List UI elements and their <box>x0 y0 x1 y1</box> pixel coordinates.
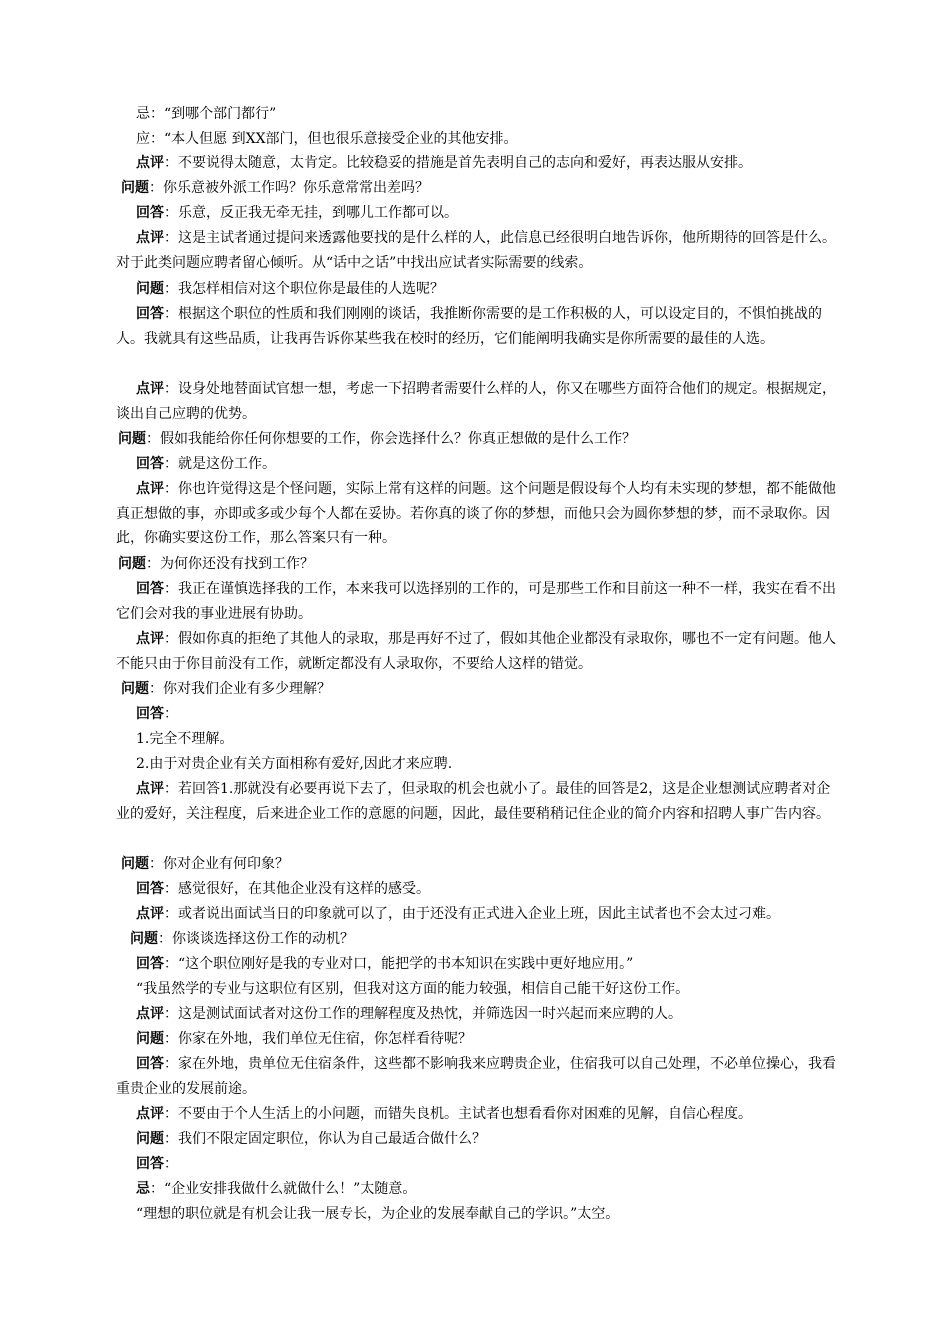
paragraph-label: 问题 <box>136 1031 164 1047</box>
paragraph <box>116 977 836 1002</box>
paragraph-text: ：“到哪个部门都行” <box>150 106 277 122</box>
paragraph-label: 回答 <box>136 881 164 897</box>
paragraph-text: ：假如你真的拒绝了其他人的录取，那是再好不过了，假如其他企业都没有录取你，哪也不一定有问题。他人不能只由于你目前没有工作，就断定都没有人录取你，不要给人这样的错觉。 <box>116 631 836 672</box>
paragraph-label: 问题 <box>118 556 146 572</box>
paragraph <box>116 577 836 626</box>
paragraph-label: 忌 <box>136 1181 150 1197</box>
paragraph-text: ：为何你还没有找到工作？ <box>146 556 314 572</box>
paragraph-text: 1.完全不理解。 <box>136 731 234 747</box>
paragraph-text: ：“这个职位刚好是我的专业对口，能把学的书本知识在实践中更好地应用。” <box>164 956 634 972</box>
paragraph-text: ：乐意，反正我无牵无挂，到哪儿工作都可以。 <box>164 205 458 221</box>
paragraph-label: 回答 <box>136 956 164 972</box>
paragraph-text: ：不要说得太随意，太肯定。比较稳妥的措施是首先表明自己的志向和爱好，再表达服从安排。 <box>164 155 752 171</box>
paragraph <box>116 226 836 275</box>
paragraph <box>116 1027 836 1052</box>
paragraph-label: 点评 <box>136 230 164 246</box>
paragraph-label: 点评 <box>136 155 164 171</box>
paragraph-text: ：你乐意被外派工作吗？你乐意常常出差吗？ <box>149 180 429 196</box>
paragraph-text: ：假如我能给你任何你想要的工作，你会选择什么？你真正想做的是什么工作？ <box>146 431 636 447</box>
paragraph-text: ：若回答1.那就没有必要再说下去了，但录取的机会也就小了。最佳的回答是2，这是企业想测试应聘者对企业的爱好，关注程度，后来进企业工作的意愿的问题，因此，最佳要稍稍记住企业的简介内容和招聘人事广告内容。 <box>116 781 831 822</box>
paragraph <box>116 902 836 927</box>
paragraph-label: 问题 <box>130 931 158 947</box>
paragraph-label: 应 <box>136 131 150 147</box>
paragraph-label: 点评 <box>136 631 164 647</box>
paragraph <box>116 1002 836 1027</box>
paragraph-text: “理想的职位就是有机会让我一展专长，为企业的发展奉献自己的学识。”太空。 <box>136 1206 620 1222</box>
paragraph <box>116 377 836 426</box>
paragraph-text: ：感觉很好，在其他企业没有这样的感受。 <box>164 881 430 897</box>
paragraph-label: 问题 <box>121 180 149 196</box>
paragraph-text: ：或者说出面试当日的印象就可以了，由于还没有正式进入企业上班，因此主试者也不会太过刁难。 <box>164 906 780 922</box>
paragraph-text: ：根据这个职位的性质和我们刚刚的谈话，我推断你需要的是工作积极的人，可以设定目的，不惧怕挑战的人。我就具有这些品质，让我再告诉你某些我在校时的经历，它们能阐明我确实是你所需要的最佳的人选。 <box>116 306 822 347</box>
paragraph-label: 点评 <box>136 381 164 397</box>
paragraph <box>116 877 836 902</box>
paragraph-label: 回答 <box>136 1156 164 1172</box>
paragraph-text: ： <box>164 1156 178 1172</box>
paragraph-label: 回答 <box>136 306 164 322</box>
paragraph-label: 回答 <box>136 1056 164 1072</box>
paragraph-text: ：不要由于个人生活上的小问题，而错失良机。主试者也想看看你对困难的见解，自信心程度。 <box>164 1106 752 1122</box>
paragraph-label: 点评 <box>136 781 164 797</box>
paragraph-text: ：这是测试面试者对这份工作的理解程度及热忱，并筛选因一时兴起而来应聘的人。 <box>164 1006 682 1022</box>
paragraph-text: ：设身处地替面试官想一想，考虑一下招聘者需要什么样的人，你又在哪些方面符合他们的规定。根据规定，谈出自己应聘的优势。 <box>116 381 836 422</box>
paragraph <box>116 127 836 152</box>
paragraph <box>116 952 836 977</box>
paragraph-text: ：我正在谨慎选择我的工作，本来我可以选择别的工作的，可是那些工作和目前这一种不一样，我实在看不出它们会对我的事业进展有协助。 <box>116 581 836 622</box>
paragraph <box>116 201 836 226</box>
paragraph <box>116 302 836 351</box>
paragraph-label: 点评 <box>136 481 164 497</box>
paragraph-label: 忌 <box>136 106 150 122</box>
paragraph <box>116 927 836 952</box>
paragraph <box>116 852 836 877</box>
paragraph <box>116 777 836 826</box>
paragraph <box>116 752 836 777</box>
paragraph <box>116 1102 836 1127</box>
paragraph-text: ：这是主试者通过提问来透露他要找的是什么样的人，此信息已经很明白地告诉你，他所期待的回答是什么。对于此类问题应聘者留心倾听。从“话中之话”中找出应试者实际需要的线索。 <box>116 230 836 271</box>
paragraph-label: 问题 <box>121 856 149 872</box>
paragraph-label: 问题 <box>121 681 149 697</box>
paragraph-label: 点评 <box>136 1006 164 1022</box>
paragraph <box>116 176 836 201</box>
paragraph <box>116 1052 836 1101</box>
paragraph-text: ：我们不限定固定职位，你认为自己最适合做什么？ <box>164 1131 486 1147</box>
paragraph-label: 回答 <box>136 581 164 597</box>
paragraph-label: 点评 <box>136 1106 164 1122</box>
paragraph-label: 问题 <box>136 1131 164 1147</box>
paragraph <box>116 452 836 477</box>
paragraph-label: 点评 <box>136 906 164 922</box>
paragraph <box>116 1127 836 1152</box>
paragraph-text: 2.由于对贵企业有关方面相称有爱好,因此才来应聘. <box>136 756 453 772</box>
paragraph-label: 回答 <box>136 205 164 221</box>
paragraph-text: ：你家在外地，我们单位无住宿，你怎样看待呢？ <box>164 1031 472 1047</box>
paragraph-text: ：“企业安排我做什么就做什么！”太随意。 <box>150 1181 417 1197</box>
paragraph-label: 回答 <box>136 706 164 722</box>
paragraph-text: ：你对我们企业有多少理解？ <box>149 681 331 697</box>
paragraph <box>116 151 836 176</box>
paragraph-text: ：家在外地，贵单位无住宿条件，这些都不影响我来应聘贵企业，住宿我可以自己处理，不必单位操心，我看重贵企业的发展前途。 <box>116 1056 836 1097</box>
paragraph <box>116 277 836 302</box>
paragraph-label: 回答 <box>136 456 164 472</box>
paragraph-text: ：你也许觉得这是个怪问题，实际上常有这样的问题。这个问题是假设每个人均有未实现的梦想，都不能做他真正想做的事，亦即或多或少每个人都在妥协。若你真的谈了你的梦想，而他只会为圆你梦想的梦，而不录取你。因此，你确实要这份工作，那么答案只有一种。 <box>116 481 836 546</box>
paragraph-label: 问题 <box>118 431 146 447</box>
paragraph <box>116 727 836 752</box>
paragraph-text: ：你对企业有何印象？ <box>149 856 289 872</box>
paragraph <box>116 1152 836 1177</box>
paragraph <box>116 477 836 551</box>
paragraph-text: ：就是这份工作。 <box>164 456 276 472</box>
paragraph <box>116 1177 836 1202</box>
paragraph <box>116 702 836 727</box>
paragraph-text: ：你谈谈选择这份工作的动机？ <box>158 931 354 947</box>
paragraph <box>116 552 836 577</box>
paragraph <box>116 427 836 452</box>
paragraph <box>116 627 836 676</box>
paragraph <box>116 677 836 702</box>
paragraph-text: ：我怎样相信对这个职位你是最佳的人选呢？ <box>164 281 444 297</box>
paragraph-label: 问题 <box>136 281 164 297</box>
paragraph-text: ： <box>164 706 178 722</box>
paragraph-text: ：“本人但愿 到XX部门，但也很乐意接受企业的其他安排。 <box>150 131 518 147</box>
paragraph <box>116 102 836 127</box>
paragraph-text: “我虽然学的专业与这职位有区别，但我对这方面的能力较强，相信自己能干好这份工作。 <box>136 981 690 997</box>
paragraph <box>116 1202 836 1227</box>
